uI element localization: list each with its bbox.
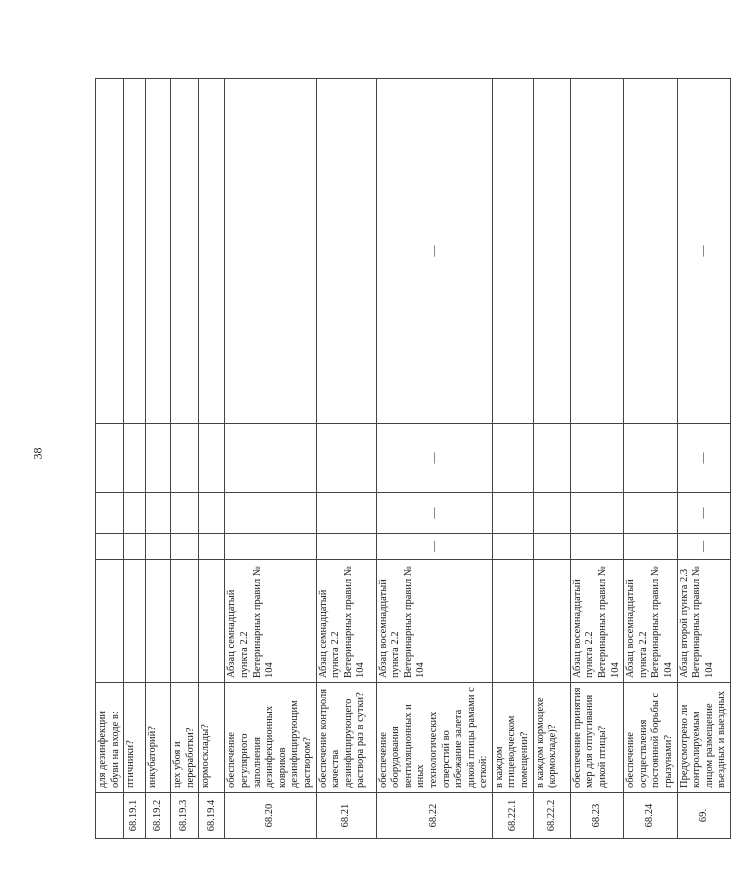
table-row	[533, 79, 570, 839]
checklist-table-rotated	[95, 79, 728, 839]
table-row	[677, 79, 730, 839]
answer-cell	[492, 534, 533, 560]
answer-cell	[96, 424, 124, 493]
answer-cell	[199, 79, 225, 424]
row-number-cell: 68.19.2	[146, 793, 171, 839]
row-number-cell: 68.22	[376, 793, 492, 839]
row-number-cell: 68.21	[316, 793, 376, 839]
answer-cell	[96, 534, 124, 560]
checklist-table-wrapper	[95, 79, 728, 839]
answer-cell	[624, 493, 677, 534]
answer-cell	[146, 493, 171, 534]
answer-cell	[533, 79, 570, 424]
answer-cell	[570, 424, 623, 493]
answer-cell	[199, 534, 225, 560]
answer-cell	[316, 493, 376, 534]
reference-cell	[533, 560, 570, 683]
reference-cell: Абзац восемнадцатый пункта 2.2 Ветеринарных правил № 104	[570, 560, 623, 683]
row-number-cell: 69.	[677, 793, 730, 839]
question-cell: в каждом кормоцехе (кормокладе)?	[533, 683, 570, 793]
row-number-cell: 68.22.2	[533, 793, 570, 839]
answer-cell: —	[376, 534, 492, 560]
table-row	[171, 79, 199, 839]
reference-cell: Абзац восемнадцатый пункта 2.2 Ветеринарных правил № 104	[624, 560, 677, 683]
answer-cell	[624, 424, 677, 493]
table-row	[96, 79, 124, 839]
answer-cell	[570, 493, 623, 534]
checklist-table	[95, 78, 731, 839]
answer-cell	[171, 534, 199, 560]
row-number-cell: 68.20	[225, 793, 316, 839]
answer-cell	[492, 493, 533, 534]
question-cell: инкубаторий?	[146, 683, 171, 793]
answer-cell	[624, 79, 677, 424]
question-cell: для дезинфекции обуви на входе в:	[96, 683, 124, 793]
reference-cell: Абзац восемнадцатый пункта 2.2 Ветеринарных правил № 104	[376, 560, 492, 683]
page-number: 38	[30, 447, 45, 460]
question-cell: обеспечение регулярного заполнения дезинфекционных ковриков дезинфицирующим раствором?	[225, 683, 316, 793]
row-number-cell: 68.24	[624, 793, 677, 839]
reference-cell	[124, 560, 146, 683]
answer-cell	[171, 424, 199, 493]
answer-cell	[124, 534, 146, 560]
answer-cell	[146, 424, 171, 493]
answer-cell	[570, 79, 623, 424]
question-cell: обеспечение контроля качества дезинфицирующего раствора раз в сутки?	[316, 683, 376, 793]
table-row	[492, 79, 533, 839]
row-number-cell: 68.23	[570, 793, 623, 839]
reference-cell	[96, 560, 124, 683]
table-row	[199, 79, 225, 839]
answer-cell	[316, 534, 376, 560]
question-cell: обеспечение принятия мер для отпугивания дикой птицы?	[570, 683, 623, 793]
answer-cell	[146, 79, 171, 424]
answer-cell	[225, 79, 316, 424]
answer-cell: —	[677, 424, 730, 493]
table-row	[316, 79, 376, 839]
table-row	[570, 79, 623, 839]
table-row	[624, 79, 677, 839]
reference-cell: Абзац второй пункта 2.3 Ветеринарных правил № 104	[677, 560, 730, 683]
question-cell: цех убоя и переработки?	[171, 683, 199, 793]
answer-cell	[533, 493, 570, 534]
answer-cell	[199, 493, 225, 534]
answer-cell: —	[376, 424, 492, 493]
answer-cell	[96, 493, 124, 534]
question-cell: Предусмотрено ли контролируемым лицом размещение въездных и выездных	[677, 683, 730, 793]
question-cell: обеспечение оборудования вентиляционных и иных технологических отверстий во избежание залета дикой птицы рамами с сеткой:	[376, 683, 492, 793]
answer-cell: —	[376, 79, 492, 424]
answer-cell	[570, 534, 623, 560]
reference-cell	[146, 560, 171, 683]
answer-cell	[199, 424, 225, 493]
table-row	[225, 79, 316, 839]
answer-cell	[316, 79, 376, 424]
question-cell: кормосклады?	[199, 683, 225, 793]
row-number-cell: 68.19.1	[124, 793, 146, 839]
question-cell: обеспечение осуществления постоянной борьбы с грызунами?	[624, 683, 677, 793]
answer-cell	[171, 79, 199, 424]
row-number-cell: 68.19.4	[199, 793, 225, 839]
answer-cell: —	[677, 534, 730, 560]
answer-cell	[171, 493, 199, 534]
answer-cell: —	[677, 493, 730, 534]
answer-cell	[624, 534, 677, 560]
answer-cell: —	[677, 79, 730, 424]
answer-cell	[146, 534, 171, 560]
reference-cell	[492, 560, 533, 683]
row-number-cell	[96, 793, 124, 839]
reference-cell: Абзац семнадцатый пункта 2.2 Ветеринарных правил № 104	[225, 560, 316, 683]
reference-cell	[199, 560, 225, 683]
question-cell: в каждом птицеводческом помещении?	[492, 683, 533, 793]
reference-cell: Абзац семнадцатый пункта 2.2 Ветеринарных правил № 104	[316, 560, 376, 683]
row-number-cell: 68.22.1	[492, 793, 533, 839]
row-number-cell: 68.19.3	[171, 793, 199, 839]
table-body	[96, 79, 731, 839]
question-cell: птичники?	[124, 683, 146, 793]
table-row	[376, 79, 492, 839]
table-row	[146, 79, 171, 839]
answer-cell	[533, 424, 570, 493]
answer-cell	[316, 424, 376, 493]
answer-cell	[225, 493, 316, 534]
answer-cell	[225, 534, 316, 560]
answer-cell: —	[376, 493, 492, 534]
reference-cell	[171, 560, 199, 683]
answer-cell	[492, 424, 533, 493]
answer-cell	[492, 79, 533, 424]
answer-cell	[124, 493, 146, 534]
answer-cell	[96, 79, 124, 424]
answer-cell	[225, 424, 316, 493]
table-row	[124, 79, 146, 839]
answer-cell	[124, 79, 146, 424]
answer-cell	[124, 424, 146, 493]
answer-cell	[533, 534, 570, 560]
